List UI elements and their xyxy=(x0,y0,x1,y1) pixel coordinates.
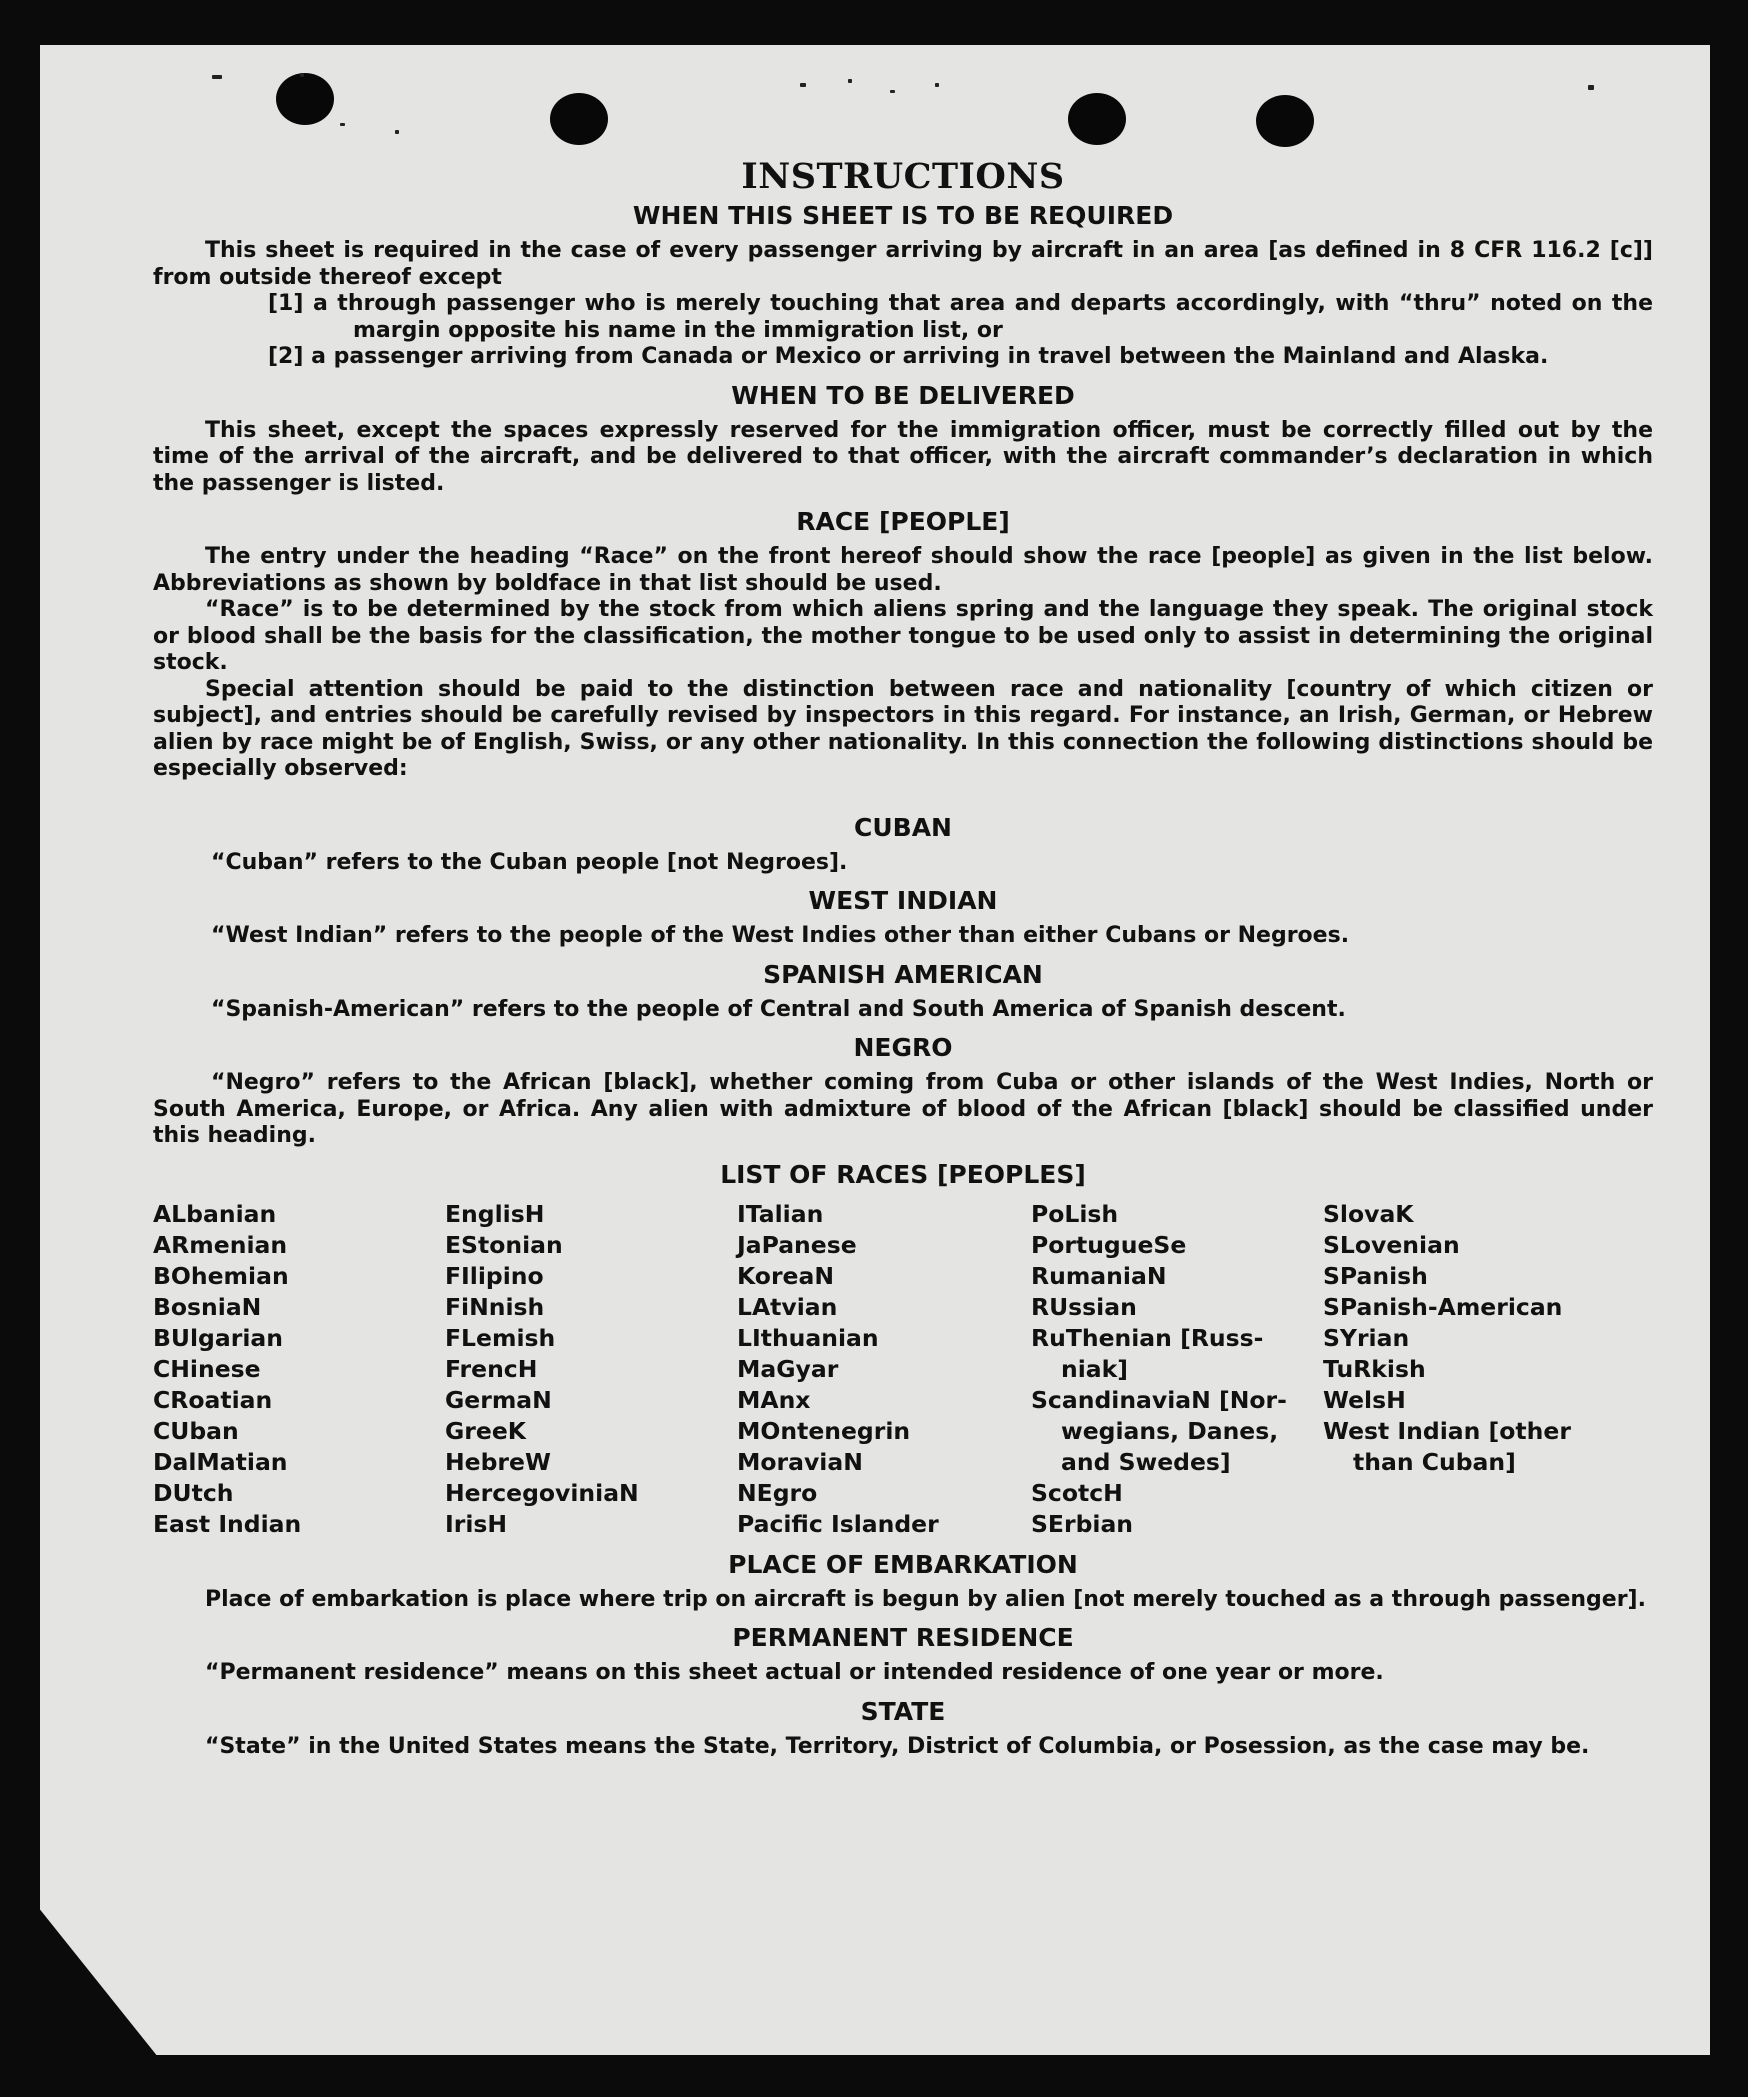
race-entry: PoLish xyxy=(1031,1199,1119,1228)
delivered-text: This sheet, except the spaces expressly reserved for the immigration officer, must be correctly filled out by the time of the arrival of the aircraft, and be delivered to that officer, with the aircraft commander’s declaration in which the passenger is listed. xyxy=(153,417,1653,496)
race-paragraph-1: The entry under the heading “Race” on the front hereof should show the race [people] as given in the list below. Abbreviations as shown by boldface in that list should be used. xyxy=(153,544,1653,596)
race-entry: SlovaK xyxy=(1323,1199,1414,1228)
race-column-3 xyxy=(737,1199,1031,1540)
race-entry: ScandinaviaN [Nor- xyxy=(1031,1385,1287,1414)
race-entry: DalMatian xyxy=(153,1447,288,1476)
heading-spanish-american: SPANISH AMERICAN xyxy=(763,959,1043,989)
heading-west-indian: WEST INDIAN xyxy=(808,886,998,915)
heading-list-of-races: LIST OF RACES [PEOPLES] xyxy=(720,1159,1086,1189)
race-entry: EStonian xyxy=(445,1230,563,1259)
race-entry: West Indian [other xyxy=(1323,1416,1571,1445)
punch-hole xyxy=(1256,95,1314,147)
embarkation-text: Place of embarkation is place where trip on aircraft is begun by alien [not merely touched as a through passenger]. xyxy=(205,1586,1646,1612)
race-entry: RuThenian [Russ- xyxy=(1031,1323,1264,1352)
required-intro: This sheet is required in the case of every passenger arriving by aircraft in an area [as defined in 8 CFR 116.2 [c]] from outside thereof except xyxy=(153,238,1653,290)
race-entry: NEgro xyxy=(737,1478,818,1507)
race-entry: MaGyar xyxy=(737,1354,839,1383)
race-entry: MAnx xyxy=(737,1385,811,1414)
race-entry: CHinese xyxy=(153,1354,261,1383)
race-entry: FIlipino xyxy=(445,1261,544,1290)
race-column-5 xyxy=(1323,1199,1571,1540)
race-entry: BosniaN xyxy=(153,1292,262,1321)
race-entry: SLovenian xyxy=(1323,1230,1460,1259)
speck xyxy=(800,83,806,87)
race-entry: SPanish-American xyxy=(1323,1292,1563,1321)
race-entry: IrisH xyxy=(445,1509,508,1538)
race-entry: CRoatian xyxy=(153,1385,273,1414)
heading-state: STATE xyxy=(860,1696,946,1726)
race-entry: HebreW xyxy=(445,1447,551,1476)
race-entry: FiNnish xyxy=(445,1292,545,1321)
race-entry: FrencH xyxy=(445,1354,538,1383)
race-entry: GreeK xyxy=(445,1416,526,1445)
race-entry: ARmenian xyxy=(153,1230,288,1259)
heading-permanent-residence: PERMANENT RESIDENCE xyxy=(732,1623,1074,1652)
race-entry: ITalian xyxy=(737,1199,824,1228)
race-entry: RUssian xyxy=(1031,1292,1137,1321)
race-entry: BUlgarian xyxy=(153,1323,283,1352)
race-entry: FLemish xyxy=(445,1323,556,1352)
state-text: “State” in the United States means the State, Territory, District of Columbia, or Posession, as the case may be. xyxy=(205,1733,1590,1759)
heading-place-of-embarkation: PLACE OF EMBARKATION xyxy=(728,1549,1078,1579)
page-title: INSTRUCTIONS xyxy=(741,156,1065,197)
race-entry: BOhemian xyxy=(153,1261,289,1290)
race-entry: JaPanese xyxy=(737,1230,857,1259)
race-entry: SErbian xyxy=(1031,1509,1134,1538)
race-entry: DUtch xyxy=(153,1478,234,1507)
spanish-american-text: “Spanish-American” refers to the people of Central and South America of Spanish descent. xyxy=(211,996,1346,1022)
race-entry: LIthuanian xyxy=(737,1323,879,1352)
speck xyxy=(890,90,895,93)
negro-text: “Negro” refers to the African [black], whether coming from Cuba or other islands of the West Indies, North or South America, Europe, or Africa. Any alien with admixture of blood of the African [black] should be classified under this heading. xyxy=(153,1070,1653,1148)
race-entry: TuRkish xyxy=(1323,1354,1426,1383)
race-entry: niak] xyxy=(1061,1354,1129,1383)
race-list xyxy=(153,1199,1653,1540)
race-entry: SPanish xyxy=(1323,1261,1428,1290)
punch-hole xyxy=(1068,93,1126,145)
race-paragraph-3: Special attention should be paid to the distinction between race and nationality [country of which citizen or subject], and entries should be carefully revised by inspectors in this regard. For instance, an Irish, German, or Hebrew alien by race might be of English, Swiss, or any other nationality. In this connection the following distinctions should be especially observed: xyxy=(153,676,1653,781)
race-entry: PortugueSe xyxy=(1031,1230,1187,1259)
race-column-4 xyxy=(1031,1199,1323,1540)
speck xyxy=(212,75,222,79)
heading-when-required: WHEN THIS SHEET IS TO BE REQUIRED xyxy=(632,201,1174,230)
race-entry: LAtvian xyxy=(737,1292,838,1321)
folded-corner xyxy=(40,1907,158,2055)
speck xyxy=(395,130,399,134)
speck xyxy=(1588,85,1594,90)
heading-cuban: CUBAN xyxy=(854,812,952,842)
race-entry: wegians, Danes, xyxy=(1061,1416,1279,1445)
race-column-1 xyxy=(153,1199,445,1540)
race-entry: MOntenegrin xyxy=(737,1416,911,1445)
race-entry: MoraviaN xyxy=(737,1447,863,1476)
required-item-2: [2] a passenger arriving from Canada or Mexico or arriving in travel between the Mainland and Alaska. xyxy=(268,344,1549,369)
speck xyxy=(935,83,939,87)
west-indian-text: “West Indian” refers to the people of the West Indies other than either Cubans or Negroes. xyxy=(211,923,1350,948)
race-entry: ALbanian xyxy=(153,1199,277,1228)
race-entry: and Swedes] xyxy=(1061,1447,1231,1476)
document-page xyxy=(40,45,1710,2055)
race-entry: than Cuban] xyxy=(1353,1447,1516,1476)
race-entry: CUban xyxy=(153,1416,239,1445)
cuban-text: “Cuban” refers to the Cuban people [not Negroes]. xyxy=(211,849,848,875)
heading-race: RACE [PEOPLE] xyxy=(796,507,1010,536)
race-entry: KoreaN xyxy=(737,1261,834,1290)
race-entry: East Indian xyxy=(153,1509,302,1538)
race-column-2 xyxy=(445,1199,737,1540)
race-entry: ScotcH xyxy=(1031,1478,1123,1507)
speck xyxy=(300,73,304,77)
punch-hole xyxy=(550,93,608,145)
speck xyxy=(848,79,852,83)
race-entry: GermaN xyxy=(445,1385,552,1414)
race-entry: RumaniaN xyxy=(1031,1261,1167,1290)
race-entry: EnglisH xyxy=(445,1199,545,1228)
instructions-text xyxy=(153,155,1653,1760)
race-entry: SYrian xyxy=(1323,1323,1410,1352)
race-paragraph-2: “Race” is to be determined by the stock from which aliens spring and the language they speak. The original stock or blood shall be the basis for the classification, the mother tongue to be used only to assist in determining the original stock. xyxy=(153,597,1653,675)
race-entry: WelsH xyxy=(1323,1385,1406,1414)
heading-negro: NEGRO xyxy=(853,1033,953,1062)
heading-when-delivered: WHEN TO BE DELIVERED xyxy=(731,380,1075,410)
speck xyxy=(340,123,345,126)
race-entry: Pacific Islander xyxy=(737,1509,939,1538)
residence-text: “Permanent residence” means on this sheet actual or intended residence of one year or more. xyxy=(205,1660,1384,1685)
required-item-1: [1] a through passenger who is merely touching that area and departs accordingly, with “thru” noted on the margin opposite his name in the immigration list, or xyxy=(268,291,1653,343)
punch-hole xyxy=(276,73,334,125)
race-entry: HercegoviniaN xyxy=(445,1478,639,1507)
